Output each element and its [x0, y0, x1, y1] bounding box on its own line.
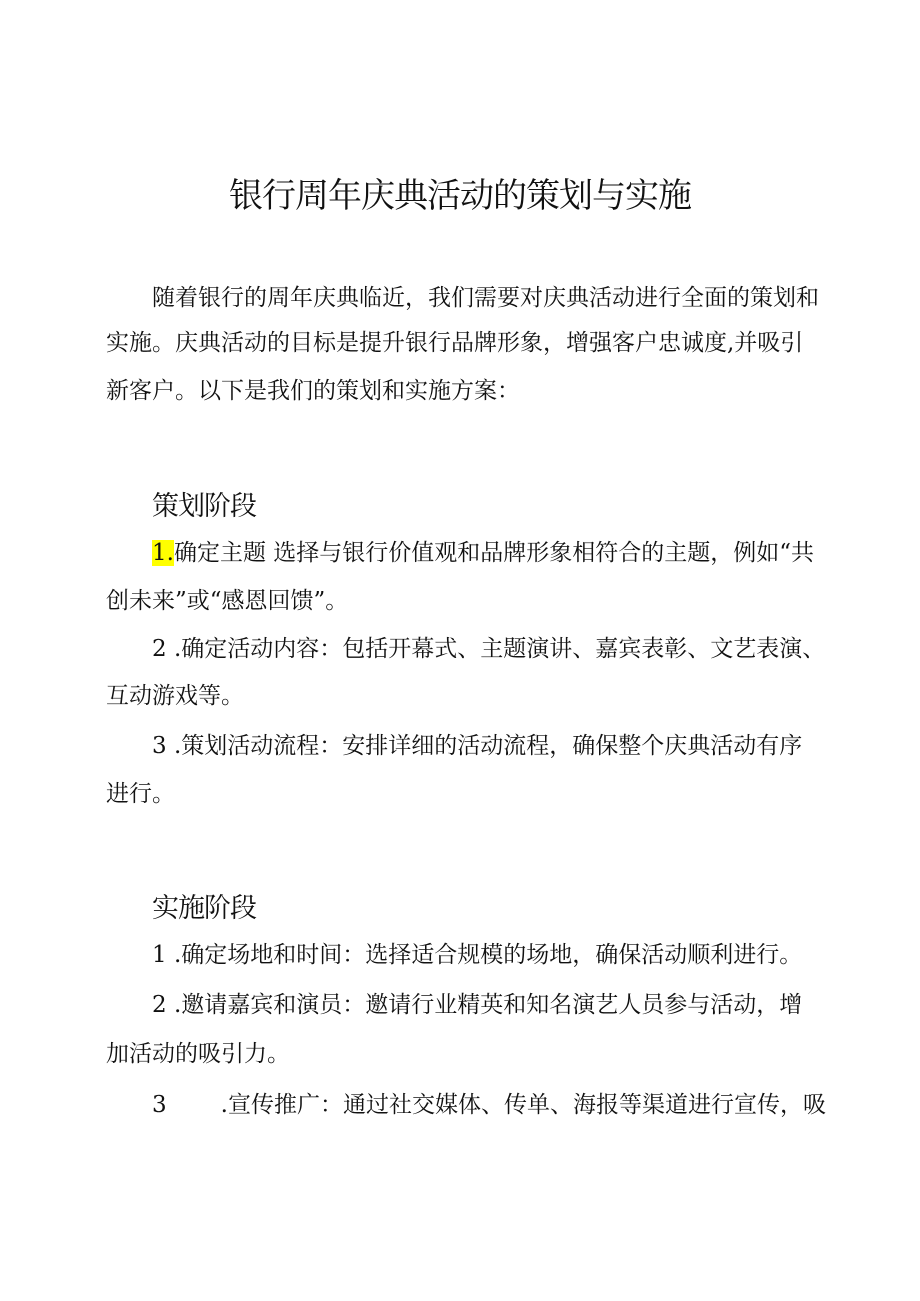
intro-line-2: 实施。庆典活动的目标是提升银行品牌形象，增强客户忠诚度,并吸引: [106, 330, 804, 356]
section-heading-implementation: 实施阶段: [152, 893, 256, 924]
planning-item-3-line-2: 进行。: [106, 781, 175, 807]
planning-item-3-line-1: 3 .策划活动流程：安排详细的活动流程，确保整个庆典活动有序: [152, 733, 803, 759]
implementation-item-2-line-2: 加活动的吸引力。: [106, 1041, 290, 1067]
planning-item-1-line-2: 创未来”或“感恩回馈”。: [106, 588, 349, 614]
intro-line-1: 随着银行的周年庆典临近，我们需要对庆典活动进行全面的策划和: [152, 285, 819, 311]
implementation-item-3-text: .宣传推广：通过社交媒体、传单、海报等渠道进行宣传，吸: [220, 1092, 826, 1118]
planning-item-2-line-2: 互动游戏等。: [106, 683, 244, 709]
implementation-item-3-number: 3: [152, 1092, 167, 1118]
implementation-item-3-line-1: [152, 1090, 826, 1120]
planning-item-2-line-1: 2 .确定活动内容：包括开幕式、主题演讲、嘉宾表彰、文艺表演、: [152, 636, 826, 662]
implementation-item-2-line-1: 2 .邀请嘉宾和演员：邀请行业精英和知名演艺人员参与活动，增: [152, 992, 803, 1018]
planning-item-1-text: 确定主题 选择与银行价值观和品牌形象相符合的主题，例如“共: [173, 540, 815, 566]
planning-item-1-line-1: [152, 538, 814, 568]
section-heading-planning: 策划阶段: [152, 491, 256, 522]
intro-line-3: 新客户。以下是我们的策划和实施方案：: [106, 378, 520, 404]
implementation-item-1-line-1: 1 .确定场地和时间：选择适合规模的场地，确保活动顺利进行。: [152, 942, 803, 968]
document-title: 银行周年庆典活动的策划与实施: [229, 176, 691, 216]
highlighted-number: 1.: [152, 540, 174, 566]
